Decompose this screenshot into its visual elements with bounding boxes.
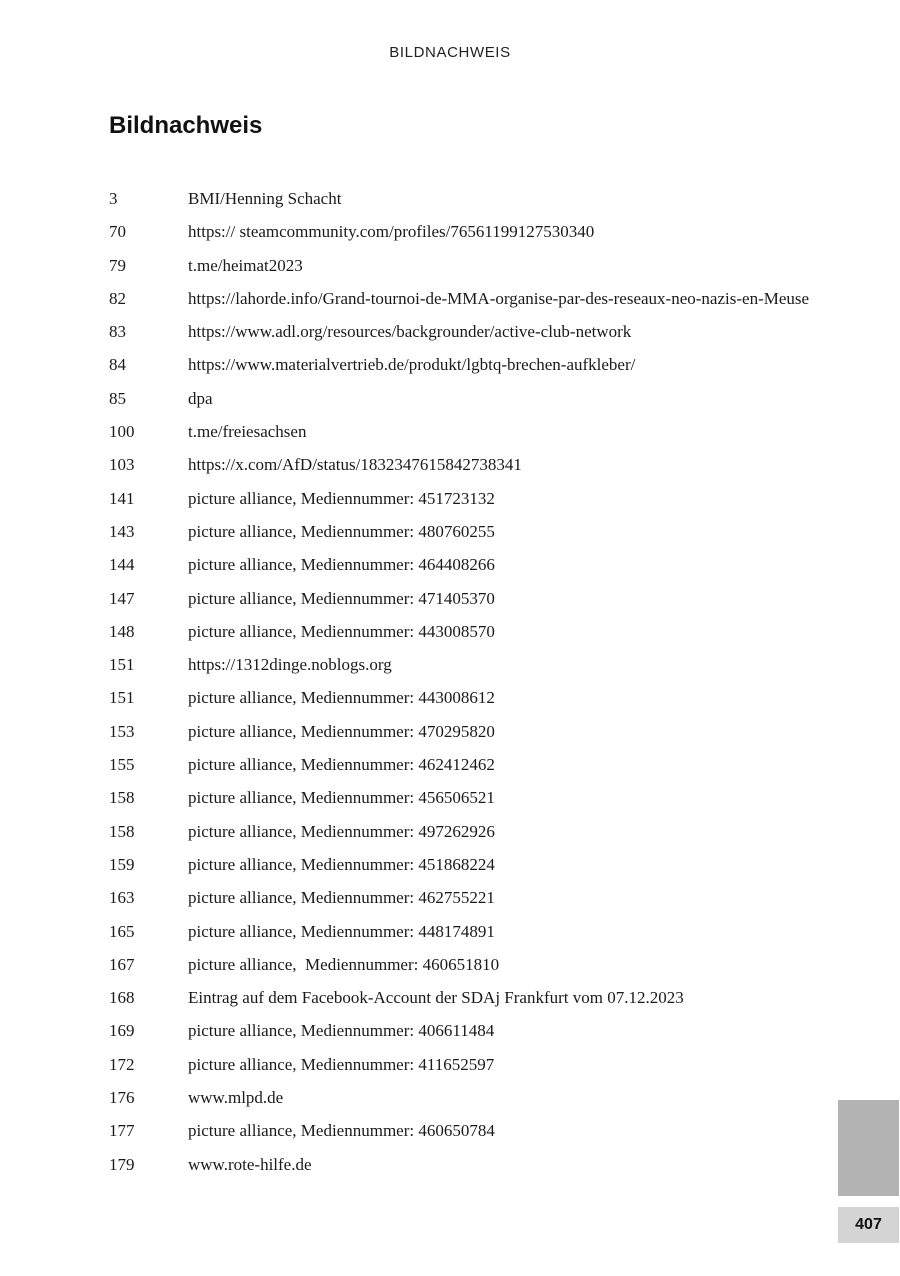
credit-page-number: 85: [109, 388, 126, 408]
credit-page-number: 151: [109, 655, 135, 675]
credit-entry: [109, 249, 829, 282]
credit-entry: [109, 648, 829, 681]
credit-list: [109, 182, 829, 1181]
credit-entry: [109, 715, 829, 748]
credit-source: picture alliance, Mediennummer: 462412462: [188, 755, 495, 775]
credit-source: picture alliance, Mediennummer: 471405370: [188, 588, 495, 608]
credit-page-number: 153: [109, 721, 135, 741]
credit-page-number: 83: [109, 322, 126, 342]
credit-page-number: 167: [109, 954, 135, 974]
credit-entry: [109, 315, 829, 348]
credit-source: BMI/Henning Schacht: [188, 189, 342, 208]
credit-source: picture alliance, Mediennummer: 448174891: [188, 921, 495, 941]
credit-page-number: 172: [109, 1054, 135, 1074]
credit-source: t.me/freiesachsen: [188, 422, 307, 442]
credit-entry: [109, 948, 829, 981]
credit-entry: [109, 282, 829, 315]
credit-page-number: 103: [109, 455, 135, 475]
credit-entry: [109, 182, 829, 215]
credit-entry: [109, 582, 829, 615]
credit-entry: [109, 1014, 829, 1047]
credit-source: https://lahorde.info/Grand-tournoi-de-MMA-organise-par-des-reseaux-neo-nazis-en-Meuse: [188, 288, 810, 308]
credit-source: picture alliance, Mediennummer: 406611484: [188, 1021, 495, 1041]
credit-source: picture alliance, Mediennummer: 464408266: [188, 555, 495, 575]
credit-source: Eintrag auf dem Facebook-Account der SDAj Frankfurt vom 07.12.2023: [188, 988, 684, 1008]
credit-page-number: 176: [109, 1088, 135, 1108]
credit-source: picture alliance, Mediennummer: 451868224: [188, 854, 495, 874]
credit-page-number: 177: [109, 1121, 135, 1141]
credit-entry: [109, 981, 829, 1014]
credit-entry: [109, 482, 829, 515]
credit-page-number: 163: [109, 888, 135, 908]
credit-entry: [109, 815, 829, 848]
credit-entry: [109, 1048, 829, 1081]
credit-source: https:// steamcommunity.com/profiles/76561199127530340: [188, 222, 595, 242]
credit-source: picture alliance, Mediennummer: 411652597: [188, 1054, 495, 1074]
credit-source: dpa: [188, 388, 213, 408]
page-number: 407: [838, 1207, 899, 1243]
credit-entry: [109, 548, 829, 581]
credit-entry: [109, 615, 829, 648]
credit-source: picture alliance, Mediennummer: 462755221: [188, 888, 495, 908]
credit-source: picture alliance, Mediennummer: 460650784: [188, 1121, 495, 1141]
credit-entry: [109, 448, 829, 481]
credit-source: https://1312dinge.noblogs.org: [188, 655, 392, 675]
credit-page-number: 158: [109, 821, 135, 841]
credit-page-number: 158: [109, 788, 135, 808]
credit-entry: [109, 748, 829, 781]
page-title: Bildnachweis: [109, 112, 263, 139]
credit-page-number: 143: [109, 521, 135, 541]
credit-page-number: 84: [109, 355, 126, 375]
credit-entry: [109, 515, 829, 548]
credit-entry: [109, 915, 829, 948]
credit-entry: [109, 415, 829, 448]
credit-page-number: 168: [109, 988, 135, 1008]
credit-source: picture alliance, Mediennummer: 443008612: [188, 688, 495, 708]
credit-source: https://x.com/AfD/status/1832347615842738341: [188, 455, 522, 475]
credit-entry: [109, 215, 829, 248]
credit-page-number: 179: [109, 1154, 135, 1174]
credit-page-number: 144: [109, 555, 135, 575]
credit-source: www.rote-hilfe.de: [188, 1154, 312, 1174]
credit-page-number: 151: [109, 688, 135, 708]
credit-page-number: 155: [109, 755, 135, 775]
credit-entry: [109, 848, 829, 881]
credit-entry: [109, 1148, 829, 1181]
credit-page-number: 70: [109, 222, 126, 242]
credit-source: www.mlpd.de: [188, 1088, 284, 1108]
credit-page-number: 159: [109, 854, 135, 874]
credit-page-number: 141: [109, 488, 135, 508]
credit-entry: [109, 1114, 829, 1147]
credit-source: picture alliance, Mediennummer: 460651810: [188, 954, 500, 974]
credit-page-number: 100: [109, 422, 135, 442]
credit-source: picture alliance, Mediennummer: 456506521: [188, 788, 495, 808]
credit-entry: [109, 881, 829, 914]
credit-source: picture alliance, Mediennummer: 480760255: [188, 521, 495, 541]
running-header: BILDNACHWEIS: [389, 44, 511, 61]
credit-source: t.me/heimat2023: [188, 255, 303, 275]
thumb-index-tab: [838, 1100, 899, 1196]
credit-source: https://www.adl.org/resources/backgrounder/active-club-network: [188, 322, 632, 342]
credit-entry: [109, 1081, 829, 1114]
credit-page-number: 165: [109, 921, 135, 941]
credit-entry: [109, 382, 829, 415]
credit-page-number: 147: [109, 588, 135, 608]
credit-page-number: 79: [109, 255, 126, 275]
credit-page-number: 3: [109, 189, 118, 208]
credit-source: picture alliance, Mediennummer: 470295820: [188, 721, 495, 741]
credit-entry: [109, 681, 829, 714]
credit-entry: [109, 348, 829, 381]
credit-entry: [109, 781, 829, 814]
credit-source: picture alliance, Mediennummer: 443008570: [188, 621, 495, 641]
credit-source: picture alliance, Mediennummer: 497262926: [188, 821, 495, 841]
credit-page-number: 148: [109, 621, 135, 641]
credit-page-number: 82: [109, 288, 126, 308]
credit-source: https://www.materialvertrieb.de/produkt/lgbtq-brechen-aufkleber/: [188, 355, 636, 375]
credit-source: picture alliance, Mediennummer: 451723132: [188, 488, 495, 508]
credit-page-number: 169: [109, 1021, 135, 1041]
